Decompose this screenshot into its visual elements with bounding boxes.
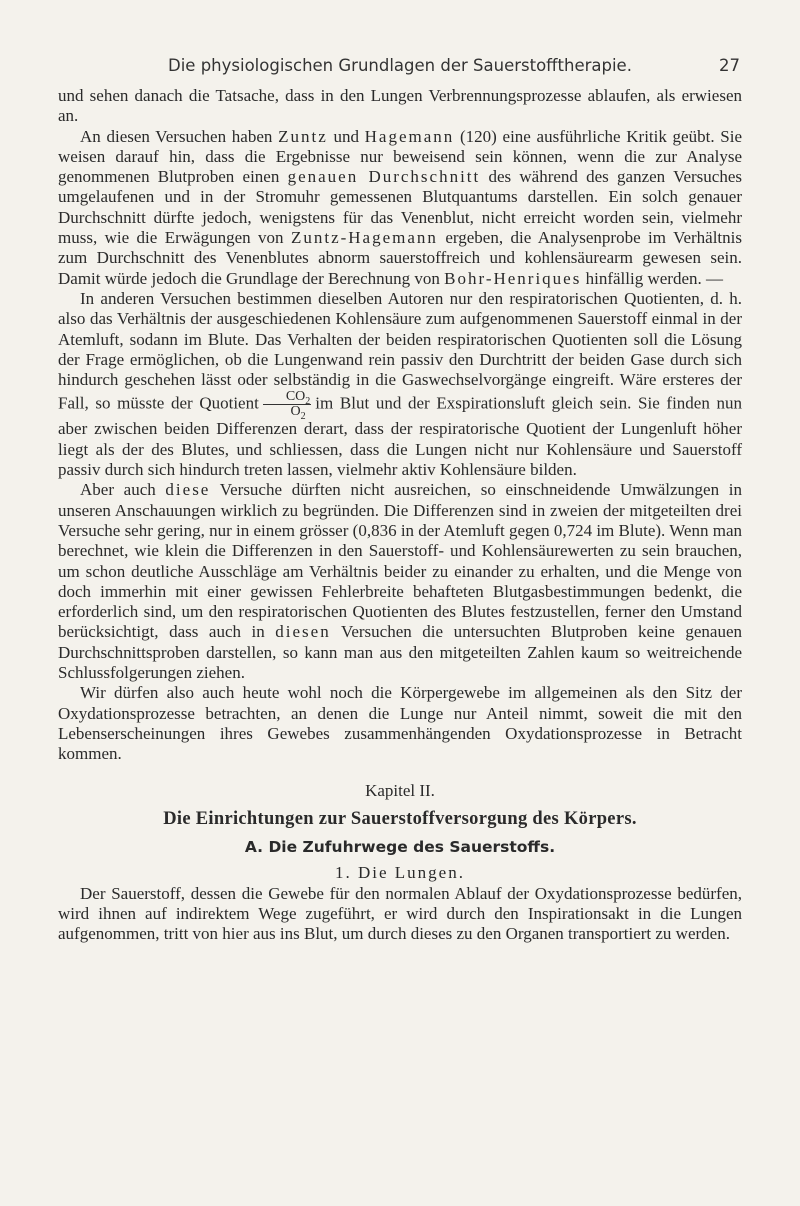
author-name: Zuntz-Hagemann bbox=[290, 228, 438, 248]
author-name: Hagemann bbox=[364, 126, 455, 146]
emphasis-spaced: diesen bbox=[275, 622, 331, 642]
fraction-numerator: $CO_2$ bbox=[263, 390, 311, 405]
quotient-fraction bbox=[263, 389, 311, 423]
paragraph-3 bbox=[58, 289, 742, 480]
paragraph-1: und sehen danach die Tatsache, dass in den Lungen Verbrennungsprozesse ablaufen, als erwiesen an. bbox=[58, 86, 742, 126]
p2-text-2: und bbox=[327, 126, 365, 146]
p2-text-1: An diesen Versuchen haben bbox=[80, 126, 279, 146]
section-heading: A. Die Zufuhrwege des Sauerstoffs. bbox=[244, 838, 556, 857]
author-name: Bohr-Henriques bbox=[444, 268, 582, 288]
p2-text-6: hinfällig werden. — bbox=[581, 268, 723, 288]
emphasis-spaced: diese bbox=[165, 480, 211, 500]
p4-text-2: Versuche dürften nicht ausreichen, so einschneidende Umwälzungen in unseren Anschauungen wirklich zu begründen. Die Differenzen sind in zweien der mitgeteilten drei Versuche sehr gering, nur in einem grösser (0,836 in der Atemluft gegen 0,724 im Blute). Wenn man berechnet, wie klein die Differenzen in den Sauerstoff- und Kohlensäurewerten zu sein brauchen, um schon deutliche Ausschläge am Verhältnis beider zu einander zu erhalten, und die Menge von doch immerhin mit einer gewissen Fehlerbreite behafteten Blutgasbestimmungen bedenkt, die erforderlich sind, um den respiratorischen Quotienten des Blutes festzustellen, ferner den Umstand berücksichtigt, dass auch in bbox=[58, 480, 742, 642]
paragraph-6: Der Sauerstoff, dessen die Gewebe für den normalen Ablauf der Oxydationsprozesse bedürfen, wird ihnen auf indirektem Wege zugeführt, er wird durch den Inspirationsakt in die Lungen aufgenommen, tritt von hier aus ins Blut, um durch dieses zu den Organen transportiert zu werden. bbox=[58, 883, 742, 944]
subsection-heading: 1. Die Lungen. bbox=[335, 863, 465, 883]
p2-text-5: ergeben, die Analysenprobe im Verhältnis zum Durchschnitt des Venenblutes abnorm sauerstoffreich und kohlensäurearm gewesen sein. Damit würde jedoch die Grundlage der Berechnung von bbox=[58, 228, 742, 288]
author-name: Zuntz bbox=[278, 126, 328, 146]
p2-text-4: des während des ganzen Versuches umgelaufenen und in der Stromuhr gemessenen Blutquantums darstellen. Ein solch genauer Durchschnitt dürfte jedoch, wenigstens für das Venenblut, nicht erreicht worden sein, vielmehr muss, wie die Erwägungen von bbox=[58, 167, 743, 248]
chapter-title: Die Einrichtungen zur Sauerstoffversorgung des Körpers. bbox=[163, 808, 637, 829]
p3-text-2: im Blut und der Exspirationsluft gleich sein. Sie finden nun aber zwischen beiden Differenzen derart, dass der respiratorische Quotient der Lungenluft höher liegt als der des Blutes, und schliessen, dass die Lungen nicht nur Kohlensäure und Sauerstoff passiv durch sich hindurch treten lassen, vielmehr aktiv Kohlensäure bilden. bbox=[58, 393, 742, 480]
emphasis-spaced: genauen Durchschnitt bbox=[287, 167, 481, 187]
running-header bbox=[60, 56, 740, 80]
paragraph-4 bbox=[58, 480, 742, 683]
header-title: Die physiologischen Grundlagen der Sauerstofftherapie. bbox=[168, 56, 632, 75]
body-text bbox=[58, 86, 742, 945]
p4-text-1: Aber auch bbox=[80, 480, 166, 500]
p4-text-3: Versuchen die untersuchten Blutproben keine genauen Durchschnittsproben darstellen, so kann man aus den mitgeteilten Zahlen kaum so weitreichende Schlussfolgerungen ziehen. bbox=[58, 622, 742, 683]
p2-text-3: (120) eine ausführliche Kritik geübt. Sie weisen darauf hin, dass die Ergebnisse nur beweisend sein können, wenn die zur Analyse genommenen Blutproben einen bbox=[58, 126, 742, 187]
paragraph-2 bbox=[58, 127, 742, 289]
page-number: 27 bbox=[719, 56, 740, 75]
paragraph-5: Wir dürfen also auch heute wohl noch die Körpergewebe im allgemeinen als den Sitz der Oxydationsprozesse betrachten, an denen die Lunge nur Anteil nimmt, soweit die mit den Lebenserscheinungen ihres Gewebes zusammenhängenden Oxydationsprozesse in Betracht kommen. bbox=[58, 683, 742, 764]
chapter-label: Kapitel II. bbox=[365, 780, 435, 800]
fraction-denominator: $O_2$ bbox=[290, 404, 306, 423]
p3-text-1: In anderen Versuchen bestimmen dieselben Autoren nur den respiratorischen Quotienten, d. h. also das Verhältnis der ausgeschiedenen Kohlensäure zum aufgenommenen Sauerstoff einmal in der Atemluft, sodann im Blute. Das Verhalten der beiden respiratorischen Quotienten soll die Lösung der Frage ermöglichen, ob die Lungenwand rein passiv den Durchtritt der beiden Gase durch sich hindurch geschehen lässt oder selbständig in die Gaswechselvorgänge eingreift. Wäre ersteres der Fall, so müsste der Quotient bbox=[58, 288, 742, 413]
